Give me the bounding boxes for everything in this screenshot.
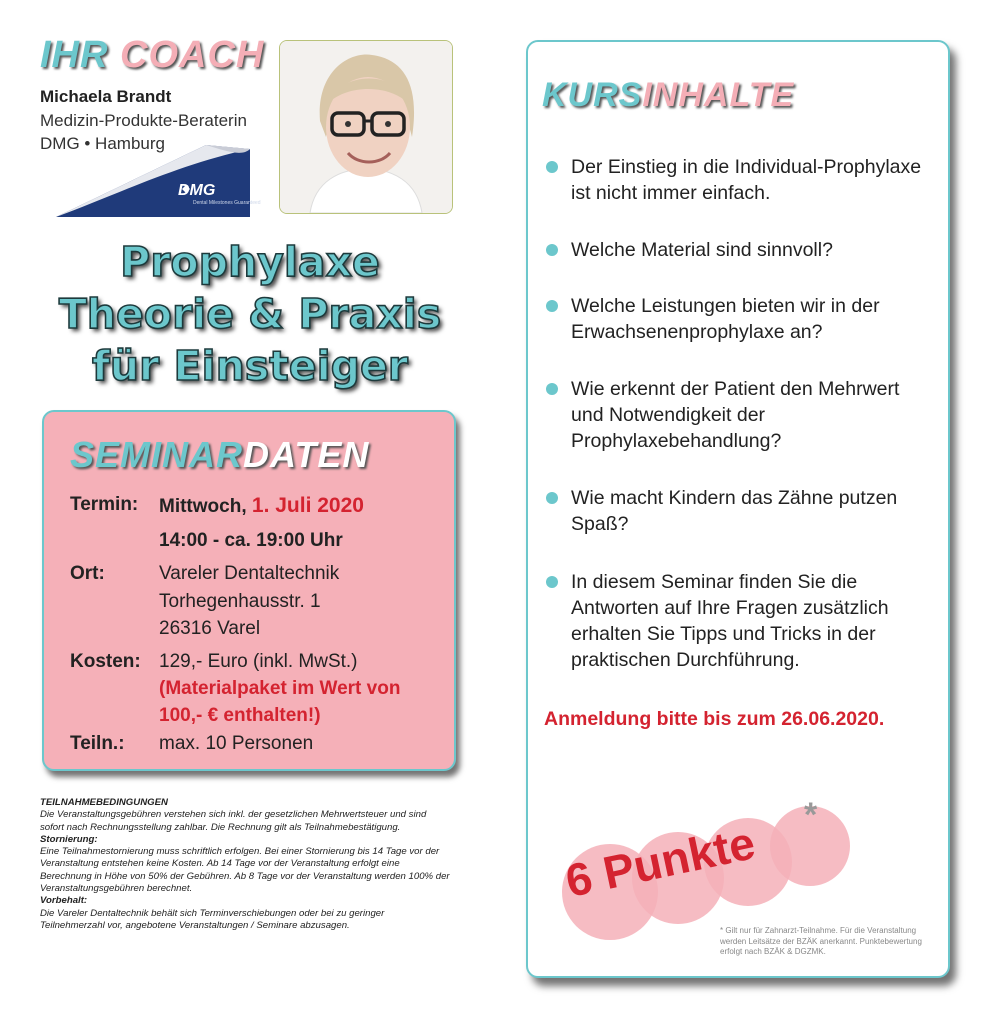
ort-line3: 26316 Varel: [159, 618, 261, 639]
headline: [40, 236, 460, 392]
termin-date: 1. Juli 2020: [251, 494, 364, 517]
list-item: Welche Material sind sinnvoll?: [546, 237, 926, 263]
registration-deadline: Anmeldung bitte bis zum 26.06.2020.: [544, 708, 885, 730]
termin-value: [159, 494, 364, 518]
kurs-title-part2: INHALTE: [642, 76, 795, 114]
bullet-dot-icon: [546, 161, 558, 173]
kosten-label: Kosten:: [70, 651, 141, 672]
coach-location: DMG • Hamburg: [40, 134, 165, 153]
coach-title: [40, 34, 264, 77]
ort-line1: Vareler Dentaltechnik: [159, 563, 340, 584]
course-content-panel: [526, 40, 950, 978]
vorbehalt-heading: Vorbehalt:: [40, 895, 88, 907]
storno-heading: Stornierung:: [40, 833, 98, 845]
ort-label: Ort:: [70, 563, 105, 584]
headline-line1: Prophylaxe: [120, 238, 380, 286]
dmg-logo-card: [56, 145, 250, 217]
kosten-line1: 129,- Euro (inkl. MwSt.): [159, 651, 358, 672]
headline-line3: für Einsteiger: [91, 342, 408, 390]
coach-title-part2: COACH: [120, 34, 265, 76]
points-badge-text: 6 Punkte: [560, 816, 760, 908]
teiln-label: Teiln.:: [70, 733, 125, 754]
teiln-value: max. 10 Personen: [159, 733, 314, 754]
seminar-title-part2: DATEN: [243, 434, 370, 475]
bullet-dot-icon: [546, 492, 558, 504]
coach-name: Michaela Brandt: [40, 87, 172, 106]
bullet-dot-icon: [546, 383, 558, 395]
ort-line2: Torhegenhausstr. 1: [159, 591, 321, 612]
list-item: In diesem Seminar finden Sie die Antworten auf Ihre Fragen zusätzlich erhalten Sie Tipps und Tricks in der praktischen Durchführung.: [546, 569, 926, 673]
coach-photo: [279, 40, 453, 214]
conditions-heading: TEILNAHMEBEDINGUNGEN: [40, 797, 168, 808]
asterisk-icon: *: [804, 796, 818, 834]
list-item: Wie erkennt der Patient den Mehrwert und Notwendigkeit der Prophylaxebehandlung?: [546, 376, 926, 454]
conditions-text: Die Veranstaltungsgebühren verstehen sich inkl. der gesetzlichen Mehrwertsteuer und sind sofort nach Rechnungsstellung zahlbar. Die Rechnung gilt als Teilnahmebestätigung.: [40, 809, 427, 833]
list-item: Wie macht Kindern das Zähne putzen Spaß?: [546, 485, 926, 537]
points-footnote: * Gilt nur für Zahnarzt-Teilnahme. Für die Veranstaltung werden Leitsätze der BZÄK anerkannt. Punktebewertung erfolgt nach BZÄK & DGZMK.: [720, 926, 922, 956]
kurs-title-part1: KURS: [542, 76, 643, 114]
seminar-title-part1: SEMINAR: [70, 434, 244, 475]
seminar-title: [70, 434, 369, 476]
kosten-line3: 100,- € enthalten!): [159, 705, 321, 726]
seminar-box: [42, 410, 456, 771]
kurs-title: [542, 76, 794, 115]
list-item: Welche Leistungen bieten wir in der Erwachsenenprophylaxe an?: [546, 293, 926, 345]
list-item: Der Einstieg in die Individual-Prophylaxe ist nicht immer einfach.: [546, 154, 926, 206]
coach-portrait-icon: [280, 41, 452, 213]
bullet-dot-icon: [546, 300, 558, 312]
kosten-line2: (Materialpaket im Wert von: [159, 678, 401, 699]
dmg-logo-text: DMG: [178, 182, 216, 199]
vorbehalt-text: Die Vareler Dentaltechnik behält sich Terminverschiebungen oder bei zu geringer Teilnehmerzahl vor, angebotene Veranstaltungen / Seminare abzusagen.: [40, 907, 385, 931]
conditions: [40, 797, 450, 932]
bullet-dot-icon: [546, 244, 558, 256]
termin-label: Termin:: [70, 494, 139, 515]
dmg-tagline: Dental Milestones Guaranteed: [193, 200, 261, 206]
coach-title-part1: IHR: [40, 34, 109, 76]
termin-time: 14:00 - ca. 19:00 Uhr: [159, 530, 343, 551]
storno-text: Eine Teilnahmestornierung muss schriftlich erfolgen. Bei einer Stornierung bis 14 Tage vor der Veranstaltung entstehen keine Kosten. Ab 14 Tage vor der Veranstaltung erfolgt eine Berechnung in Höhe von 50% der Gebühren. Ab 8 Tage vor der Veranstaltung werden 100% der Veranstaltungsgebühren berechnet.: [40, 846, 450, 895]
termin-day: Mittwoch,: [159, 496, 247, 517]
headline-line2: Theorie & Praxis: [58, 290, 442, 338]
bullet-dot-icon: [546, 576, 558, 588]
coach-role: Medizin-Produkte-Beraterin: [40, 111, 247, 130]
